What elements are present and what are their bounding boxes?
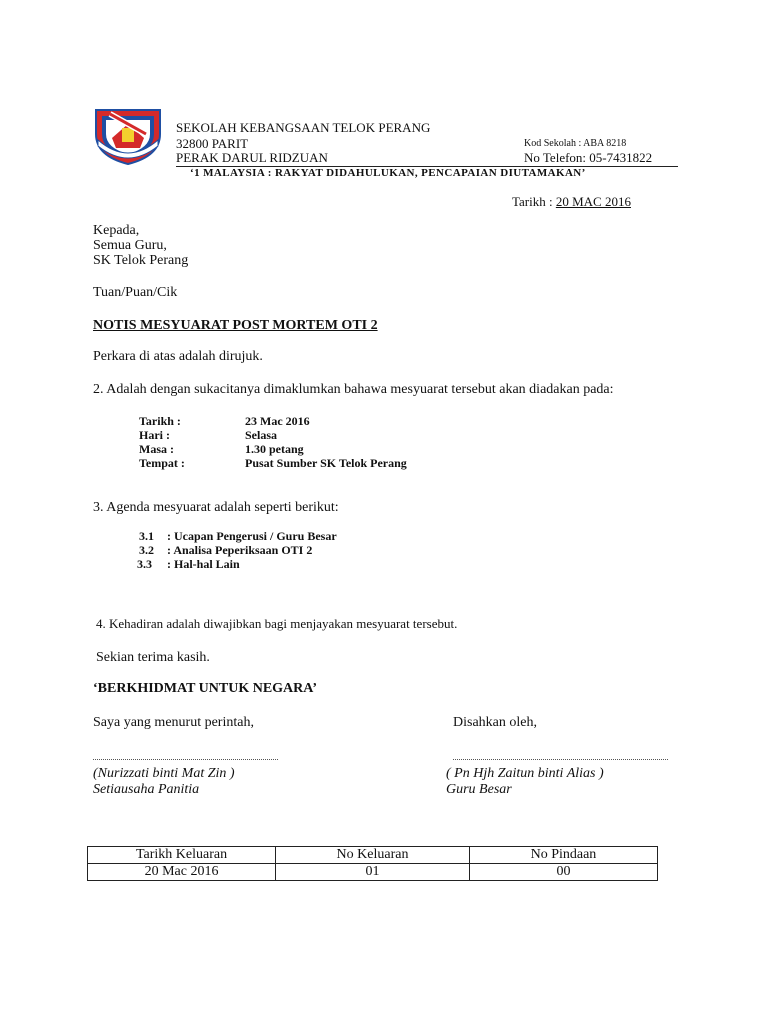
- agenda-item-1: : Ucapan Pengerusi / Guru Besar: [167, 529, 337, 543]
- detail-label-time: Masa :: [139, 442, 174, 456]
- school-name: SEKOLAH KEBANGSAAN TELOK PERANG: [176, 120, 431, 135]
- table-header-row: [88, 847, 658, 864]
- salutation: Tuan/Puan/Cik: [93, 285, 178, 300]
- detail-label-day: Hari :: [139, 428, 170, 442]
- table-row: [88, 864, 658, 881]
- school-logo: [88, 104, 168, 166]
- detail-label-venue: Tempat :: [139, 456, 185, 470]
- detail-label-date: Tarikh :: [139, 414, 181, 428]
- paragraph-3: 3. Agenda mesyuarat adalah seperti berikut:: [93, 500, 339, 515]
- recipient-line1: Kepada,: [93, 223, 140, 238]
- cell-issue-number: 01: [276, 864, 470, 881]
- school-code: Kod Sekolah : ABA 8218: [524, 138, 627, 149]
- agenda-num-1: 3.1: [139, 529, 154, 543]
- agenda-num-3: 3.3: [137, 557, 152, 571]
- left-signature-line: [93, 759, 278, 760]
- cell-amendment-number: 00: [469, 864, 657, 881]
- right-signature-line: [453, 759, 668, 760]
- agenda-item-2: : Analisa Peperiksaan OTI 2: [167, 543, 313, 557]
- paragraph-2: 2. Adalah dengan sukacitanya dimaklumkan bahawa mesyuarat tersebut akan diadakan pada:: [93, 382, 614, 397]
- date-value: 20 MAC 2016: [555, 194, 631, 209]
- cell-issue-date: 20 Mac 2016: [88, 864, 276, 881]
- paragraph-4: 4. Kehadiran adalah diwajibkan bagi menjayakan mesyuarat tersebut.: [96, 616, 458, 631]
- address-line2: PERAK DARUL RIDZUAN: [176, 150, 328, 165]
- issue-table: [87, 846, 658, 881]
- header-issue-date: Tarikh Keluaran: [88, 847, 276, 864]
- address-line1: 32800 PARIT: [176, 136, 249, 151]
- reference-line: Perkara di atas adalah dirujuk.: [93, 349, 263, 364]
- left-signatory-title: Setiausaha Panitia: [93, 782, 200, 797]
- agenda-num-2: 3.2: [139, 543, 154, 557]
- agenda-item-3: : Hal-hal Lain: [167, 557, 240, 571]
- right-signature-heading: Disahkan oleh,: [453, 715, 537, 730]
- detail-value-day: Selasa: [245, 428, 278, 442]
- subject: NOTIS MESYUARAT POST MORTEM OTI 2: [93, 318, 378, 333]
- left-signatory-name: (Nurizzati binti Mat Zin ): [93, 766, 235, 781]
- right-signatory-title: Guru Besar: [446, 782, 512, 797]
- recipient-line2: Semua Guru,: [93, 238, 167, 253]
- date-label: Tarikh :: [512, 194, 556, 209]
- slogan: ‘BERKHIDMAT UNTUK NEGARA’: [93, 681, 318, 696]
- header-amendment-number: No Pindaan: [469, 847, 657, 864]
- letter-date: [512, 194, 631, 210]
- right-signatory-name: ( Pn Hjh Zaitun binti Alias ): [446, 766, 604, 781]
- closing-thanks: Sekian terima kasih.: [96, 650, 210, 665]
- left-signature-heading: Saya yang menurut perintah,: [93, 715, 254, 730]
- recipient-line3: SK Telok Perang: [93, 253, 189, 268]
- phone-number: No Telefon: 05-7431822: [524, 150, 653, 165]
- detail-value-time: 1.30 petang: [245, 442, 304, 456]
- detail-value-date: 23 Mac 2016: [245, 414, 310, 428]
- header-issue-number: No Keluaran: [276, 847, 470, 864]
- detail-value-venue: Pusat Sumber SK Telok Perang: [245, 456, 407, 470]
- motto: ‘1 MALAYSIA : RAKYAT DIDAHULUKAN, PENCAPAIAN DIUTAMAKAN’: [190, 167, 586, 179]
